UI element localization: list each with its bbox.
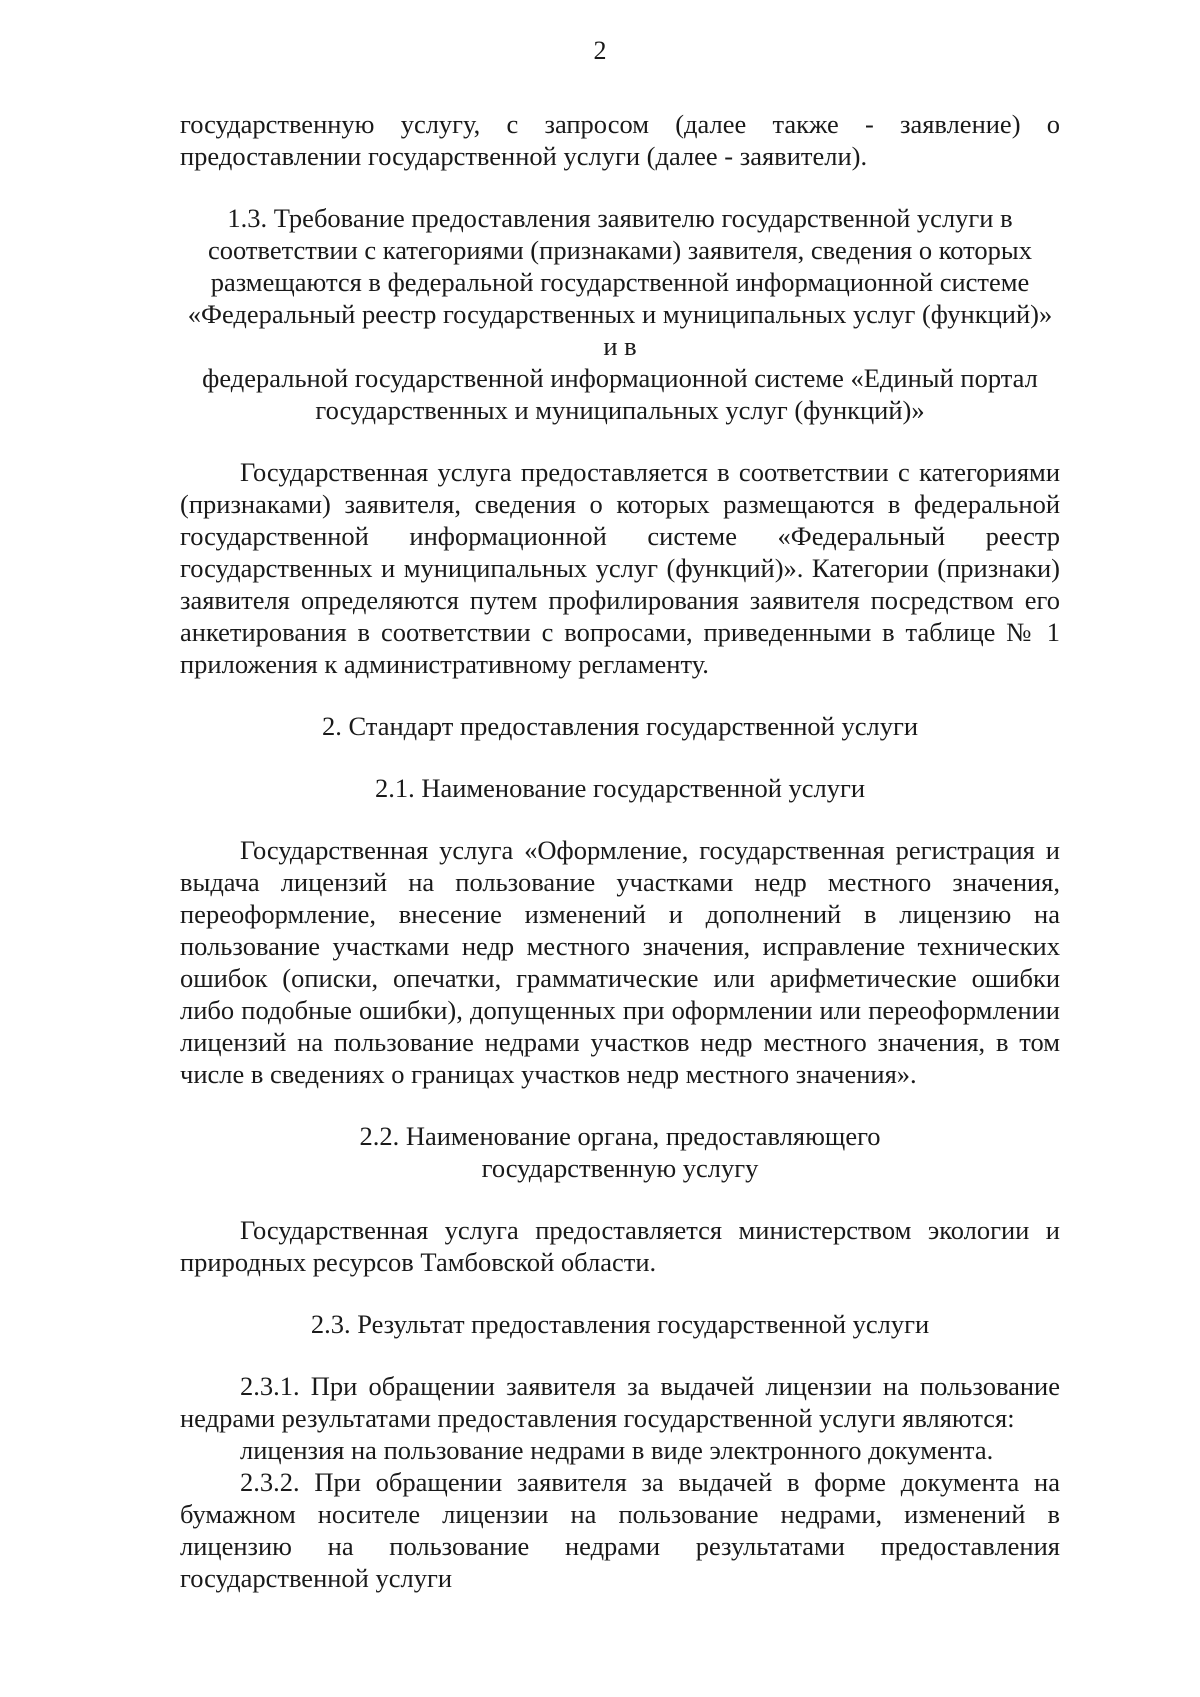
heading-line: размещаются в федеральной государственной информационной системе — [210, 267, 1030, 297]
document-body — [180, 108, 1060, 1594]
heading-line: 2.1. Наименование государственной услуги — [374, 773, 866, 803]
heading-section-2-2 — [180, 1120, 1060, 1184]
heading-section-2-3 — [180, 1308, 1060, 1340]
heading-line: 2.3. Результат предоставления государственной услуги — [310, 1309, 930, 1339]
paragraph-section-1-3: Государственная услуга предоставляется в соответствии с категориями (признаками) заявителя, сведения о которых размещаются в федеральной государственной информационной системе «Федеральный реестр государственных и муниципальных услуг (функций)». Категории (признаки) заявителя определяются путем профилирования заявителя посредством его анкетирования в соответствии с вопросами, приведенными в таблице № 1 приложения к административному регламенту. — [180, 457, 1060, 679]
paragraph-section-2-3-1: 2.3.1. При обращении заявителя за выдачей лицензии на пользование недрами результатами предоставления государственной услуги являются: — [180, 1371, 1060, 1433]
paragraph-section-2-2: Государственная услуга предоставляется министерством экологии и природных ресурсов Тамбовской области. — [180, 1215, 1060, 1277]
heading-line: 2. Стандарт предоставления государственной услуги — [321, 711, 919, 741]
heading-line: 2.2. Наименование органа, предоставляющего — [359, 1121, 881, 1151]
heading-line: «Федеральный реестр государственных и муниципальных услуг (функций)» и в — [187, 299, 1053, 361]
paragraph-intro-continuation: государственную услугу, с запросом (далее также - заявление) о предоставлении государственной услуги (далее - заявители). — [180, 109, 1060, 171]
paragraph-section-2-3-1-item: лицензия на пользование недрами в виде электронного документа. — [240, 1435, 994, 1465]
paragraph-section-2-3-2: 2.3.2. При обращении заявителя за выдачей в форме документа на бумажном носителе лицензии на пользование недрами, изменений в лицензию на пользование недрами результатами предоставления государственной услуги — [180, 1467, 1060, 1593]
heading-section-2-1 — [180, 772, 1060, 804]
heading-line: соответствии с категориями (признаками) заявителя, сведения о которых — [208, 235, 1032, 265]
heading-section-2 — [180, 710, 1060, 742]
heading-line: федеральной государственной информационной системе «Единый портал — [202, 363, 1038, 393]
heading-line: государственных и муниципальных услуг (функций)» — [315, 395, 925, 425]
page-number: 2 — [593, 36, 607, 65]
heading-line: государственную услугу — [481, 1153, 759, 1183]
paragraph-section-2-1: Государственная услуга «Оформление, государственная регистрация и выдача лицензий на пользование участками недр местного значения, переоформление, внесение изменений и дополнений в лицензию на пользование участками недр местного значения, исправление технических ошибок (описки, опечатки, грамматические или арифметические ошибки либо подобные ошибки), допущенных при оформлении или переоформлении лицензий на пользование недрами участков недр местного значения, в том числе в сведениях о границах участков недр местного значения». — [180, 835, 1060, 1089]
heading-line: 1.3. Требование предоставления заявителю государственной услуги в — [227, 203, 1013, 233]
heading-section-1-3 — [180, 202, 1060, 426]
